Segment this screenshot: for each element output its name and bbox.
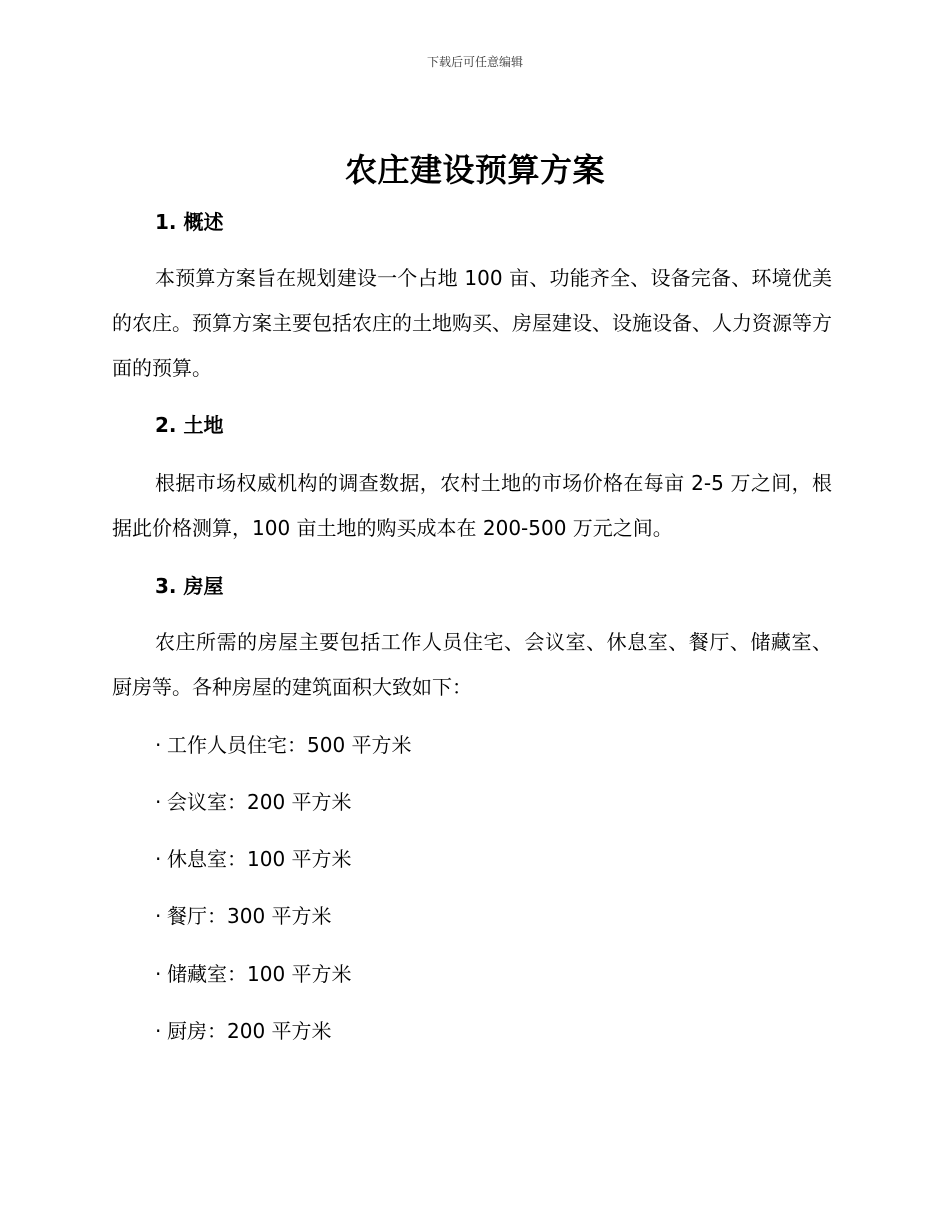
section-heading-buildings: 3. 房屋 (155, 574, 224, 598)
bullet-marker: · (155, 733, 162, 757)
list-item (155, 731, 412, 759)
bullet-marker: · (155, 904, 162, 928)
section-heading-land: 2. 土地 (155, 413, 224, 437)
list-item-text: 工作人员住宅：500 平方米 (167, 733, 412, 757)
section-paragraph-overview: 本预算方案旨在规划建设一个占地 100 亩、功能齐全、设备完备、环境优美的农庄。预算方案主要包括农庄的土地购买、房屋建设、设施设备、人力资源等方面的预算。 (112, 266, 832, 380)
bullet-marker: · (155, 1019, 162, 1043)
header-note: 下载后可任意编辑 (426, 55, 523, 69)
list-item (155, 902, 332, 930)
list-item (155, 845, 352, 873)
list-item (155, 960, 352, 988)
document-title: 农庄建设预算方案 (344, 151, 605, 189)
bullet-marker: · (155, 790, 162, 814)
list-item (155, 788, 352, 816)
section-paragraph-land: 根据市场权威机构的调查数据，农村土地的市场价格在每亩 2-5 万之间，根据此价格测算，100 亩土地的购买成本在 200-500 万元之间。 (112, 471, 832, 540)
bullet-marker: · (155, 847, 162, 871)
bullet-marker: · (155, 962, 162, 986)
section-heading-overview: 1. 概述 (155, 210, 224, 234)
list-item-text: 储藏室：100 平方米 (167, 962, 352, 986)
list-item-text: 厨房：200 平方米 (167, 1019, 332, 1043)
section-paragraph-buildings: 农庄所需的房屋主要包括工作人员住宅、会议室、休息室、餐厅、储藏室、厨房等。各种房屋的建筑面积大致如下： (112, 630, 832, 699)
list-item (155, 1017, 332, 1045)
list-item-text: 餐厅：300 平方米 (167, 904, 332, 928)
list-item-text: 休息室：100 平方米 (167, 847, 352, 871)
list-item-text: 会议室：200 平方米 (167, 790, 352, 814)
